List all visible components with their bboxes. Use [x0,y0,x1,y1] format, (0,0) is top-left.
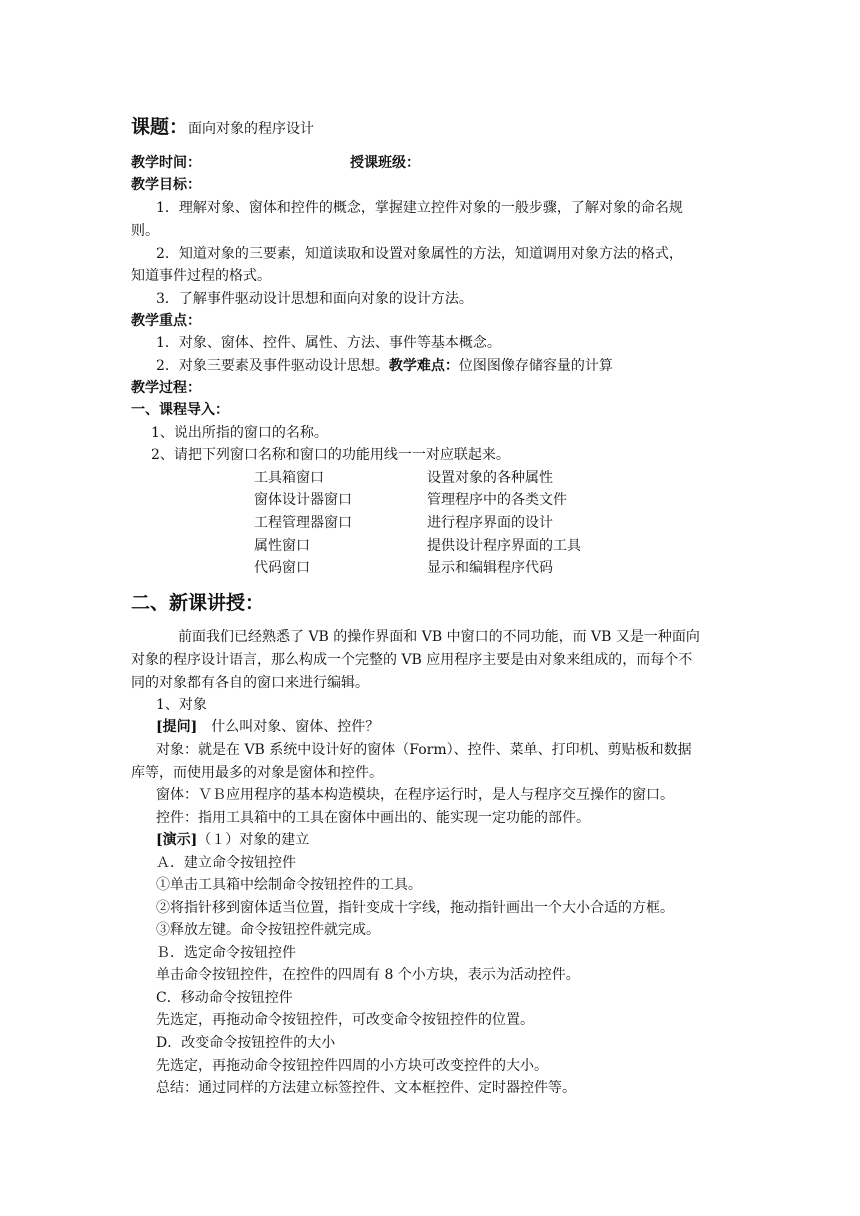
step-d-heading: D．改变命令按钮控件的大小 [156,1035,336,1051]
objective-2-line2: 知道事件过程的格式。 [131,268,271,284]
window-name: 窗体设计器窗口 [254,492,352,508]
object-definition-line1: 对象：就是在 VB 系统中设计好的窗体（Form）、控件、菜单、打印机、剪贴板和数据 [156,742,692,758]
key-points-label: 教学重点： [131,313,201,329]
intro-question-1: 1、说出所指的窗口的名称。 [151,425,328,441]
step-d-1: 先选定，再拖动命令按钮控件四周的小方块可改变控件的大小。 [156,1058,548,1074]
form-definition: 窗体：ＶＢ应用程序的基本构造模块，在程序运行时，是人与程序交互操作的窗口。 [156,787,674,803]
step-b-heading: Ｂ．选定命令按钮控件 [156,945,296,961]
objective-2-line1: 2．知道对象的三要素，知道读取和设置对象属性的方法，知道调用对象方法的格式， [156,246,683,262]
demo-line [156,830,309,850]
teaching-time-label: 教学时间： [131,155,201,171]
new-lesson-heading: 二、新课讲授： [131,592,265,614]
window-function: 进行程序界面的设计 [427,515,553,531]
ask-tag: [提问] [156,719,198,735]
objective-1-line2: 则。 [131,223,159,239]
intro-heading: 一、课程导入： [131,402,229,418]
window-name: 工具箱窗口 [254,470,324,486]
objectives-label: 教学目标： [131,177,201,193]
window-function: 显示和编辑程序代码 [427,560,553,576]
window-name: 工程管理器窗口 [254,515,352,531]
intro-paragraph-line2: 对象的程序设计语言，那么构成一个完整的 VB 应用程序主要是由对象来组成的，而每个不 [131,652,693,668]
demo-text: （１）对象的建立 [197,832,310,848]
key-point-2-text: 2．对象三要素及事件驱动设计思想。 [156,358,389,374]
key-point-2 [156,356,613,376]
question-line [156,717,379,737]
window-function: 管理程序中的各类文件 [427,492,567,508]
section-objects: 1、对象 [156,697,207,713]
step-a-1: ①单击工具箱中绘制命令按钮控件的工具。 [156,877,422,893]
demo-tag: [演示] [156,832,198,848]
ask-text: 什么叫对象、窗体、控件？ [211,719,380,735]
step-a-2: ②将指针移到窗体适当位置，指针变成十字线，拖动指针画出一个大小合适的方框。 [156,900,674,916]
step-a-3: ③释放左键。命令按钮控件就完成。 [156,922,380,938]
step-b-1: 单击命令按钮控件，在控件的四周有 8 个小方块，表示为活动控件。 [156,967,580,983]
intro-paragraph-line1: 前面我们已经熟悉了 VB 的操作界面和 VB 中窗口的不同功能，而 VB 又是一种面向 [178,629,700,645]
summary: 总结：通过同样的方法建立标签控件、文本框控件、定时器控件等。 [156,1080,576,1096]
object-definition-line2: 库等，而使用最多的对象是窗体和控件。 [131,765,383,781]
objective-1-line1: 1．理解对象、窗体和控件的概念，掌握建立控件对象的一般步骤，了解对象的命名规 [156,200,683,216]
control-definition: 控件：指用工具箱中的工具在窗体中画出的、能实现一定功能的部件。 [156,810,590,826]
window-function: 提供设计程序界面的工具 [427,538,581,554]
class-label: 授课班级： [350,155,420,171]
difficulty-value: 位图图像存储容量的计算 [458,358,613,374]
lesson-title [131,117,314,139]
window-function: 设置对象的各种属性 [427,470,553,486]
intro-question-2: 2、请把下列窗口名称和窗口的功能用线一一对应联起来。 [151,447,510,463]
process-label: 教学过程： [131,380,201,396]
step-c-heading: C．移动命令按钮控件 [156,990,293,1006]
step-c-1: 先选定，再拖动命令按钮控件，可改变命令按钮控件的位置。 [156,1012,534,1028]
intro-paragraph-line3: 同的对象都有各自的窗口来进行编辑。 [131,675,369,691]
title-value: 面向对象的程序设计 [188,121,315,137]
window-name: 属性窗口 [254,538,310,554]
title-label: 课题： [131,116,189,138]
window-name: 代码窗口 [254,560,310,576]
difficulty-label: 教学难点： [388,358,459,374]
step-a-heading: Ａ．建立命令按钮控件 [156,855,296,871]
objective-3: 3．了解事件驱动设计思想和面向对象的设计方法。 [156,291,473,307]
key-point-1: 1．对象、窗体、控件、属性、方法、事件等基本概念。 [156,335,501,351]
